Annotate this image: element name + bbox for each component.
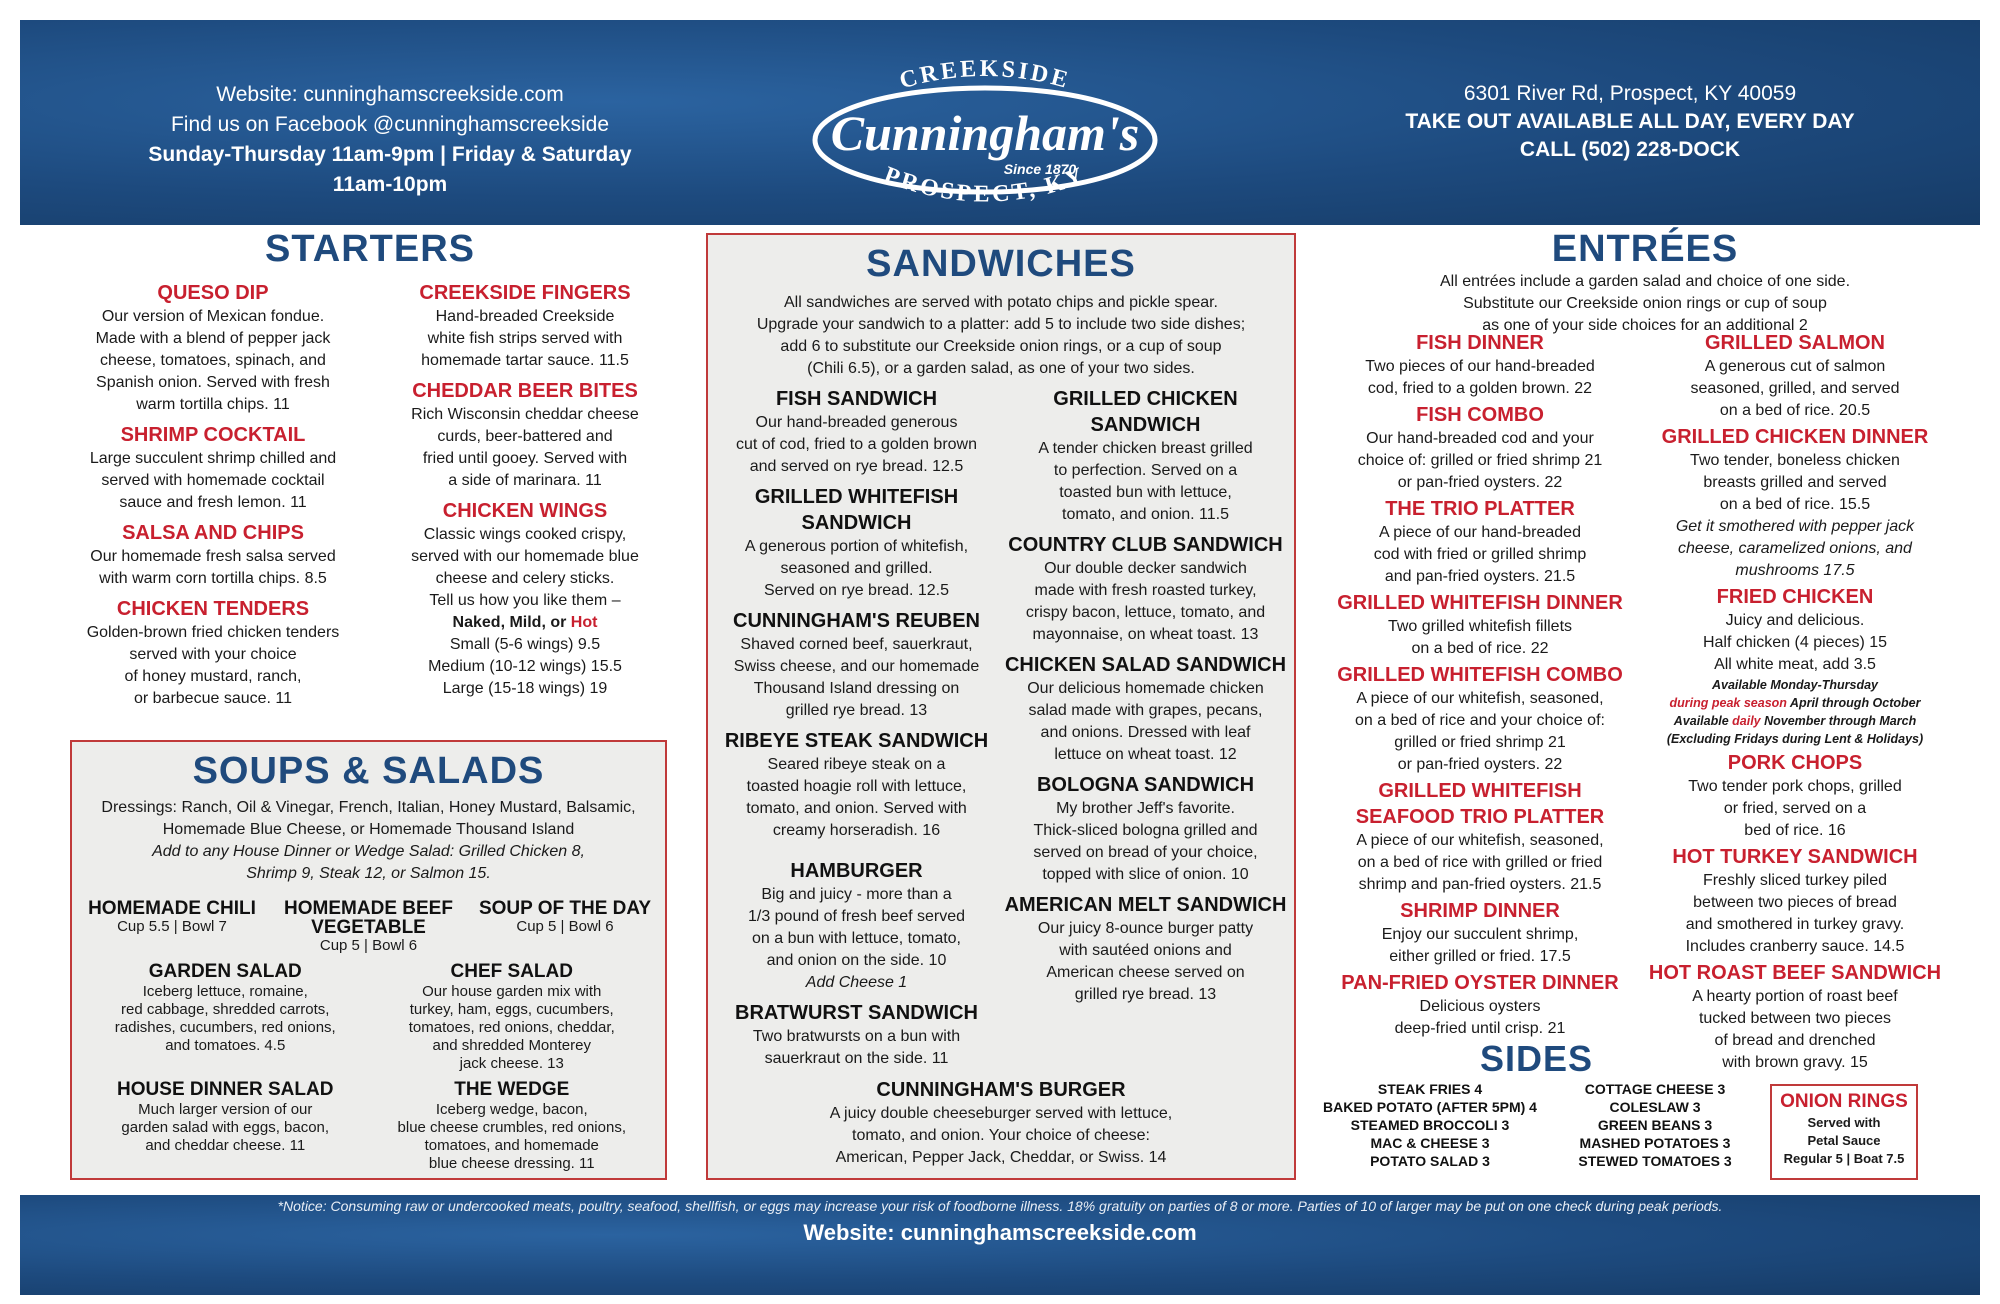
item-name: FISH COMBO <box>1416 404 1544 426</box>
item-name: FRIED CHICKEN <box>1716 586 1874 608</box>
item-desc: Big and juicy - more than a <box>761 886 952 903</box>
item-name: CUNNINGHAM'S BURGER <box>876 1079 1126 1101</box>
side-item: MASHED POTATOES 3 <box>1579 1135 1731 1151</box>
dressings-line-0: Dressings: Ranch, Oil & Vinegar, French, Italian, Honey Mustard, Balsamic, <box>101 799 636 816</box>
item-name: CHEDDAR BEER BITES <box>412 380 638 402</box>
item-desc: My brother Jeff's favorite. <box>1056 800 1235 817</box>
sandwiches-intro <box>708 292 1294 380</box>
item-desc: mayonnaise, on wheat toast. 13 <box>1032 626 1259 643</box>
item-desc: on a bed of rice with grilled or fried <box>1357 854 1603 871</box>
item-desc: Thick-sliced bologna grilled and <box>1033 822 1258 839</box>
item-name: HOT ROAST BEEF SANDWICH <box>1648 962 1942 984</box>
menu-item-fish-sandwich <box>712 386 1001 478</box>
menu-item-cheddar-beer-bites <box>370 378 680 492</box>
onion-price: Regular 5 | Boat 7.5 <box>1783 1151 1905 1166</box>
item-desc: on a bed of rice. 22 <box>1411 640 1549 657</box>
item-desc: on a bed of rice and your choice of: <box>1355 712 1605 729</box>
footer-website[interactable]: Website: cunninghamscreekside.com <box>803 1220 1197 1245</box>
side-item: BAKED POTATO (AFTER 5PM) 4 <box>1323 1099 1537 1115</box>
onion-rings-box <box>1770 1084 1918 1180</box>
wings-desc-3: Tell us how you like them – <box>429 592 621 609</box>
availability-line-2 <box>1640 694 1950 712</box>
header-contact-right <box>1390 80 1870 164</box>
sides-right-list <box>1555 1080 1755 1170</box>
sides-title: SIDES <box>1480 1038 1594 1079</box>
dressings-line-1: Homemade Blue Cheese, or Homemade Thousand Island <box>162 821 575 838</box>
item-name: AMERICAN MELT SANDWICH <box>1004 894 1287 916</box>
item-desc: Half chicken (4 pieces) 15 <box>1702 634 1888 651</box>
menu-item-grilled-whitefish-seafood-trio-platter <box>1325 778 1635 896</box>
item-desc: Shaved corned beef, sauerkraut, <box>740 636 973 653</box>
item-desc: either grilled or fried. 17.5 <box>1389 948 1571 965</box>
starters-left-column <box>58 280 368 716</box>
onion-rings-name: ONION RINGS <box>1780 1091 1908 1112</box>
menu-item-shrimp-cocktail <box>58 422 368 514</box>
wings-desc-2: cheese and celery sticks. <box>435 570 615 587</box>
salad-row-2 <box>72 1079 665 1173</box>
item-desc: sauerkraut on the side. 11 <box>764 1050 949 1067</box>
entrees-left-column <box>1325 330 1635 1042</box>
item-name: CREEKSIDE FINGERS <box>419 282 631 304</box>
item-name: SHRIMP DINNER <box>1400 900 1560 922</box>
menu-item-grilled-whitefish-combo <box>1325 662 1635 776</box>
header-takeout: TAKE OUT AVAILABLE ALL DAY, EVERY DAY <box>1405 110 1855 133</box>
item-note: Add Cheese 1 <box>805 974 908 991</box>
onion-line-1: Served with <box>1807 1115 1881 1130</box>
availability-daily: daily <box>1732 714 1761 728</box>
menu-item-country-club-sandwich <box>1001 532 1290 646</box>
item-desc-1: turkey, ham, eggs, cucumbers, <box>409 1001 614 1018</box>
item-desc-0: Iceberg wedge, bacon, <box>435 1101 588 1118</box>
item-name: CUNNINGHAM'S REUBEN <box>733 610 980 632</box>
menu-item-the-wedge <box>369 1079 656 1173</box>
fried-chicken-availability <box>1640 676 1950 748</box>
side-item: COTTAGE CHEESE 3 <box>1584 1081 1726 1097</box>
item-desc: served on bread of your choice, <box>1033 844 1258 861</box>
item-name: THE WEDGE <box>454 1079 570 1100</box>
item-desc: Seared ribeye steak on a <box>767 756 946 773</box>
item-desc-3: and shredded Monterey <box>432 1037 591 1054</box>
item-desc-1: red cabbage, shredded carrots, <box>121 1001 330 1018</box>
item-desc: and smothered in turkey gravy. <box>1685 916 1905 933</box>
item-note: Get it smothered with pepper jack <box>1675 518 1915 535</box>
logo-name: Cunningham's <box>830 105 1140 161</box>
item-desc: or pan-fried oysters. 22 <box>1397 474 1563 491</box>
menu-item-chicken-tenders <box>58 596 368 710</box>
soups-title: SOUPS & SALADS <box>192 750 545 792</box>
item-desc: tomato, and onion. 11.5 <box>1062 506 1229 523</box>
item-price: Cup 5.5 | Bowl 7 <box>117 918 227 935</box>
item-desc: tomato, and onion. Served with <box>746 800 967 817</box>
item-name: BOLOGNA SANDWICH <box>1036 774 1255 796</box>
item-desc: grilled or fried shrimp 21 <box>1394 734 1566 751</box>
salad-row-1 <box>72 961 665 1073</box>
header-website[interactable]: Website: cunninghamscreekside.com <box>216 83 564 106</box>
item-desc: Two tender, boneless chicken <box>1690 452 1900 469</box>
item-desc-2: and cheddar cheese. 11 <box>145 1137 306 1154</box>
menu-item-ribeye-steak-sandwich <box>712 728 1001 842</box>
item-desc: topped with slice of onion. 10 <box>1042 866 1249 883</box>
onion-line-2: Petal Sauce <box>1807 1133 1881 1148</box>
item-desc: made with fresh roasted turkey, <box>1034 582 1257 599</box>
intro-line-2: add 6 to substitute our Creekside onion rings, or a cup of soup <box>780 338 1222 355</box>
item-desc: and onions. Dressed with leaf <box>1040 724 1251 741</box>
item-desc: 1/3 pound of fresh beef served <box>747 908 966 925</box>
item-name: HOMEMADE CHILI <box>88 898 256 919</box>
menu-item-hot-roast-beef-sandwich <box>1640 960 1950 1074</box>
item-name: SHRIMP COCKTAIL <box>120 424 306 446</box>
item-name: FISH SANDWICH <box>775 388 938 410</box>
logo-since: Since 1870 <box>1003 161 1077 177</box>
item-desc-1: blue cheese crumbles, red onions, <box>397 1119 626 1136</box>
item-desc: Made with a blend of pepper jack <box>95 330 331 347</box>
menu-item-the-trio-platter <box>1325 496 1635 588</box>
item-desc: on a bun with lettuce, tomato, <box>751 930 961 947</box>
item-name-line-1: HOMEMADE BEEF <box>284 898 453 919</box>
item-desc: Our version of Mexican fondue. <box>101 308 325 325</box>
header-hours: Sunday-Thursday 11am-9pm | Friday & Saturday 11am-10pm <box>148 143 632 196</box>
item-desc: toasted hoagie roll with lettuce, <box>746 778 967 795</box>
intro-line-3: (Chili 6.5), or a garden salad, as one of your two sides. <box>807 360 1195 377</box>
menu-item-homemade-chili <box>82 899 262 955</box>
item-desc: Enjoy our succulent shrimp, <box>1381 926 1579 943</box>
soups-dressings <box>72 797 665 885</box>
item-name: GRILLED WHITEFISH <box>1378 780 1582 802</box>
side-item: COLESLAW 3 <box>1609 1099 1701 1115</box>
menu-item-queso-dip <box>58 280 368 416</box>
menu-item-bologna-sandwich <box>1001 772 1290 886</box>
menu-item-cunningham-s-reuben <box>712 608 1001 722</box>
menu-item-salsa-and-chips <box>58 520 368 590</box>
item-desc-4: jack cheese. 13 <box>459 1055 564 1072</box>
item-desc-1: tomato, and onion. Your choice of cheese: <box>852 1127 1150 1144</box>
item-desc: salad made with grapes, pecans, <box>1028 702 1263 719</box>
item-desc: curds, beer-battered and <box>437 428 613 445</box>
intro-line-1: Upgrade your sandwich to a platter: add 5 to include two side dishes; <box>756 316 1246 333</box>
item-desc: Our hand-breaded cod and your <box>1366 430 1594 447</box>
soups-salads-box <box>70 740 667 1180</box>
entrees-title: ENTRÉES <box>1551 228 1739 270</box>
menu-item-grilled-salmon <box>1640 330 1950 422</box>
item-desc: shrimp and pan-fried oysters. 21.5 <box>1358 876 1602 893</box>
item-desc: Two pieces of our hand-breaded <box>1365 358 1595 375</box>
item-name: CHICKEN TENDERS <box>116 598 310 620</box>
availability-peak: during peak season <box>1669 696 1787 710</box>
item-desc-3: and tomatoes. 4.5 <box>165 1037 286 1054</box>
item-desc: Our hand-breaded generous <box>755 414 958 431</box>
item-desc-2: tomatoes, red onions, cheddar, <box>408 1019 615 1036</box>
availability-line-3 <box>1640 712 1950 730</box>
availability-line-1: Available Monday-Thursday <box>1711 678 1878 692</box>
menu-item-grilled-whitefish-dinner <box>1325 590 1635 660</box>
footer-notice: *Notice: Consuming raw or undercooked meats, poultry, seafood, shellfish, or eggs may increase your risk of foodborne illness. 18% gratuity on parties of 8 or more. Parties of 10 of larger may be put on one check during peak periods. <box>277 1198 1723 1214</box>
header-facebook[interactable]: Find us on Facebook @cunninghamscreekside <box>170 113 610 136</box>
item-desc: A piece of our whitefish, seasoned, <box>1356 690 1604 707</box>
menu-item-soup-of-the-day <box>475 899 655 955</box>
menu-item-hamburger <box>712 858 1001 994</box>
sandwiches-title: SANDWICHES <box>866 243 1136 285</box>
menu-item-chicken-salad-sandwich <box>1001 652 1290 766</box>
item-name: HOUSE DINNER SALAD <box>117 1079 334 1100</box>
item-name: GRILLED WHITEFISH SANDWICH <box>754 486 959 534</box>
item-name: GARDEN SALAD <box>148 961 302 982</box>
item-desc: A generous portion of whitefish, <box>744 538 969 555</box>
item-desc: Two tender pork chops, grilled <box>1688 778 1902 795</box>
item-desc: cod with fried or grilled shrimp <box>1373 546 1587 563</box>
item-desc: cheese, tomatoes, spinach, and <box>100 352 326 369</box>
item-desc: cod, fried to a golden brown. 22 <box>1367 380 1593 397</box>
sandwich-columns <box>708 386 1294 1076</box>
item-desc: to perfection. Served on a <box>1053 462 1238 479</box>
item-desc-2: radishes, cucumbers, red onions, <box>114 1019 336 1036</box>
item-name: SALSA AND CHIPS <box>122 522 304 544</box>
item-desc: Our juicy 8-ounce burger patty <box>1037 920 1254 937</box>
item-desc: crispy bacon, lettuce, tomato, and <box>1025 604 1266 621</box>
wings-desc-1: served with our homemade blue <box>411 548 639 565</box>
availability-months-2: November through March <box>1760 714 1917 728</box>
item-desc: American cheese served on <box>1046 964 1245 981</box>
item-desc: deep-fried until crisp. 21 <box>1394 1020 1566 1037</box>
sides-left-list <box>1320 1080 1540 1170</box>
availability-prefix: Available <box>1673 714 1733 728</box>
item-desc-0: Much larger version of our <box>138 1101 313 1118</box>
sandwiches-right-column <box>1001 386 1290 1076</box>
item-desc-2: American, Pepper Jack, Cheddar, or Swiss. 14 <box>835 1149 1167 1166</box>
item-desc: and pan-fried oysters. 21.5 <box>1384 568 1576 585</box>
side-item: POTATO SALAD 3 <box>1370 1153 1490 1169</box>
item-desc: homemade tartar sauce. 11.5 <box>421 352 629 369</box>
item-desc: toasted bun with lettuce, <box>1059 484 1232 501</box>
entrees-right-column <box>1640 330 1950 1076</box>
menu-item-beef-vegetable <box>279 899 459 955</box>
item-desc: Freshly sliced turkey piled <box>1702 872 1888 889</box>
side-item: STEWED TOMATOES 3 <box>1578 1153 1732 1169</box>
wings-choice-hot: Hot <box>570 614 598 631</box>
header-address: 6301 River Rd, Prospect, KY 40059 <box>1463 82 1797 105</box>
item-name: GRILLED CHICKEN SANDWICH <box>1053 388 1238 436</box>
item-desc: Spanish onion. Served with fresh <box>96 374 330 391</box>
item-desc: creamy horseradish. 16 <box>772 822 941 839</box>
item-desc-0: Iceberg lettuce, romaine, <box>142 983 308 1000</box>
item-desc: Large succulent shrimp chilled and <box>89 450 337 467</box>
item-desc: breasts grilled and served <box>1703 474 1887 491</box>
item-name: SOUP OF THE DAY <box>478 898 652 919</box>
item-desc: Hand-breaded Creekside <box>435 308 615 325</box>
item-desc: Includes cranberry sauce. 14.5 <box>1685 938 1905 955</box>
item-name: COUNTRY CLUB SANDWICH <box>1008 534 1283 556</box>
menu-item-garden-salad <box>82 961 369 1073</box>
item-desc: Two bratwursts on a bun with <box>752 1028 961 1045</box>
wings-choice-text: Naked, Mild, or <box>452 614 571 631</box>
wings-choices <box>370 612 680 634</box>
cunninghams-logo <box>785 50 1185 210</box>
availability-months: April through October <box>1786 696 1921 710</box>
availability-line-4: (Excluding Fridays during Lent & Holidays) <box>1666 732 1924 746</box>
item-desc: tucked between two pieces <box>1698 1010 1892 1027</box>
item-name: GRILLED SALMON <box>1705 332 1885 354</box>
side-item: MAC & CHEESE 3 <box>1370 1135 1490 1151</box>
item-desc: A generous cut of salmon <box>1704 358 1886 375</box>
item-name: THE TRIO PLATTER <box>1385 498 1575 520</box>
menu-item-creekside-fingers <box>370 280 680 372</box>
item-name: PAN-FRIED OYSTER DINNER <box>1341 972 1619 994</box>
side-item: STEAMED BROCCOLI 3 <box>1350 1117 1510 1133</box>
item-desc: All white meat, add 3.5 <box>1714 656 1876 673</box>
item-desc: A piece of our whitefish, seasoned, <box>1356 832 1604 849</box>
starters-title: STARTERS <box>265 228 475 270</box>
item-name: HAMBURGER <box>790 860 923 882</box>
item-desc: A piece of our hand-breaded <box>1379 524 1581 541</box>
item-desc: of honey mustard, ranch, <box>124 668 302 685</box>
item-name: CHEF SALAD <box>450 961 573 982</box>
item-name: HOT TURKEY SANDWICH <box>1672 846 1918 868</box>
menu-item-grilled-whitefish-sandwich <box>712 484 1001 602</box>
item-price: Cup 5 | Bowl 6 <box>516 918 614 935</box>
item-desc: or pan-fried oysters. 22 <box>1397 756 1563 773</box>
item-desc: Two grilled whitefish fillets <box>1387 618 1573 635</box>
item-name: CHICKEN SALAD SANDWICH <box>1004 654 1287 676</box>
sandwiches-box <box>706 233 1296 1180</box>
item-desc: Our double decker sandwich <box>1044 560 1247 577</box>
entrees-intro-2: as one of your side choices for an additional 2 <box>1482 317 1808 334</box>
item-desc: grilled rye bread. 13 <box>785 702 928 719</box>
header-phone[interactable]: CALL (502) 228-DOCK <box>1519 138 1741 161</box>
item-desc: Swiss cheese, and our homemade <box>733 658 980 675</box>
item-desc: of bread and drenched <box>1714 1032 1876 1049</box>
item-desc: seasoned and grilled. <box>780 560 933 577</box>
item-desc: bed of rice. 16 <box>1744 822 1846 839</box>
menu-item-cunninghams-burger <box>708 1077 1294 1169</box>
menu-item-pork-chops <box>1640 750 1950 842</box>
menu-item-grilled-chicken-dinner <box>1640 424 1950 582</box>
item-desc: with brown gravy. 15 <box>1722 1054 1868 1071</box>
item-desc: Rich Wisconsin cheddar cheese <box>411 406 639 423</box>
side-item: STEAK FRIES 4 <box>1377 1081 1483 1097</box>
item-desc: A hearty portion of roast beef <box>1692 988 1898 1005</box>
entrees-intro-1: Substitute our Creekside onion rings or cup of soup <box>1463 295 1827 312</box>
item-desc: Juicy and delicious. <box>1725 612 1865 629</box>
item-desc: A tender chicken breast grilled <box>1038 440 1253 457</box>
item-desc-3: blue cheese dressing. 11 <box>428 1155 595 1172</box>
menu-item-house-dinner-salad <box>82 1079 369 1173</box>
item-desc: a side of marinara. 11 <box>448 472 602 489</box>
item-desc: and onion on the side. 10 <box>766 952 947 969</box>
item-desc: between two pieces of bread <box>1693 894 1897 911</box>
addon-line-0: Add to any House Dinner or Wedge Salad: Grilled Chicken 8, <box>152 843 585 860</box>
item-desc: or fried, served on a <box>1723 800 1867 817</box>
item-desc: on a bed of rice. 15.5 <box>1719 496 1871 513</box>
entrees-section <box>1330 228 1960 337</box>
item-desc: on a bed of rice. 20.5 <box>1719 402 1871 419</box>
menu-item-shrimp-dinner <box>1325 898 1635 968</box>
item-desc-1: garden salad with eggs, bacon, <box>121 1119 330 1136</box>
menu-item-fish-dinner <box>1325 330 1635 400</box>
menu-item-hot-turkey-sandwich <box>1640 844 1950 958</box>
item-desc: choice of: grilled or fried shrimp 21 <box>1357 452 1603 469</box>
menu-item-pan-fried-oyster-dinner <box>1325 970 1635 1040</box>
item-price: Cup 5 | Bowl 6 <box>319 937 418 954</box>
sandwiches-left-column <box>712 386 1001 1076</box>
item-desc: with warm corn tortilla chips. 8.5 <box>99 570 327 587</box>
wings-size-1: Medium (10-12 wings) 15.5 <box>428 658 622 675</box>
addon-line-1: Shrimp 9, Steak 12, or Salmon 15. <box>246 865 491 882</box>
item-name: SEAFOOD TRIO PLATTER <box>1355 806 1605 828</box>
item-name: GRILLED WHITEFISH COMBO <box>1337 664 1623 686</box>
item-name: GRILLED WHITEFISH DINNER <box>1337 592 1623 614</box>
item-name: BRATWURST SANDWICH <box>735 1002 978 1024</box>
item-name-line-2: VEGETABLE <box>311 917 426 938</box>
item-desc: served with homemade cocktail <box>101 472 325 489</box>
item-note: cheese, caramelized onions, and <box>1678 540 1912 557</box>
item-desc: Thousand Island dressing on <box>753 680 960 697</box>
item-desc-0: Our house garden mix with <box>422 983 602 1000</box>
starters-right-column <box>370 280 680 700</box>
item-name: CHICKEN WINGS <box>442 500 608 522</box>
menu-item-chicken-wings <box>370 498 680 700</box>
item-desc: or barbecue sauce. 11 <box>133 690 293 707</box>
side-item: GREEN BEANS 3 <box>1597 1117 1713 1133</box>
item-desc: Served on rye bread. 12.5 <box>763 582 949 599</box>
header-contact-left <box>120 80 660 200</box>
item-name: FISH DINNER <box>1416 332 1544 354</box>
item-desc: grilled rye bread. 13 <box>1074 986 1217 1003</box>
item-desc: lettuce on wheat toast. 12 <box>1054 746 1237 763</box>
wings-size-2: Large (15-18 wings) 19 <box>442 680 608 697</box>
logo-bottom-text: PROSPECT, KY <box>880 162 1090 208</box>
item-desc: and served on rye bread. 12.5 <box>749 458 964 475</box>
menu-item-american-melt-sandwich <box>1001 892 1290 1006</box>
item-desc: Our delicious homemade chicken <box>1027 680 1264 697</box>
intro-line-0: All sandwiches are served with potato chips and pickle spear. <box>783 294 1218 311</box>
wings-desc-0: Classic wings cooked crispy, <box>423 526 627 543</box>
item-desc: Delicious oysters <box>1419 998 1541 1015</box>
menu-item-fish-combo <box>1325 402 1635 494</box>
item-name: PORK CHOPS <box>1727 752 1863 774</box>
menu-item-bratwurst-sandwich <box>712 1000 1001 1070</box>
menu-item-grilled-chicken-sandwich <box>1001 386 1290 526</box>
item-desc: cut of cod, fried to a golden brown <box>735 436 978 453</box>
item-name: GRILLED CHICKEN DINNER <box>1661 426 1929 448</box>
item-desc: with sautéed onions and <box>1059 942 1232 959</box>
starters-section <box>60 228 680 271</box>
item-note: mushrooms 17.5 <box>1735 562 1855 579</box>
menu-item-fried-chicken <box>1640 584 1950 748</box>
item-desc: served with your choice <box>129 646 297 663</box>
menu-item-chef-salad <box>369 961 656 1073</box>
item-desc-2: tomatoes, and homemade <box>424 1137 599 1154</box>
item-desc: sauce and fresh lemon. 11 <box>119 494 307 511</box>
item-desc: warm tortilla chips. 11 <box>136 396 290 413</box>
item-desc: white fish strips served with <box>427 330 623 347</box>
item-name: QUESO DIP <box>157 282 269 304</box>
soup-row <box>72 899 665 955</box>
logo-top-text: CREEKSIDE <box>896 55 1074 95</box>
item-desc: fried until gooey. Served with <box>422 450 628 467</box>
item-desc: Golden-brown fried chicken tenders <box>86 624 340 641</box>
item-desc: seasoned, grilled, and served <box>1690 380 1900 397</box>
item-desc: Our homemade fresh salsa served <box>90 548 336 565</box>
wings-size-0: Small (5-6 wings) 9.5 <box>449 636 601 653</box>
sides-section <box>1480 1038 1594 1080</box>
entrees-intro-0: All entrées include a garden salad and choice of one side. <box>1439 273 1851 290</box>
item-desc-0: A juicy double cheeseburger served with lettuce, <box>829 1105 1173 1122</box>
item-name: RIBEYE STEAK SANDWICH <box>724 730 989 752</box>
